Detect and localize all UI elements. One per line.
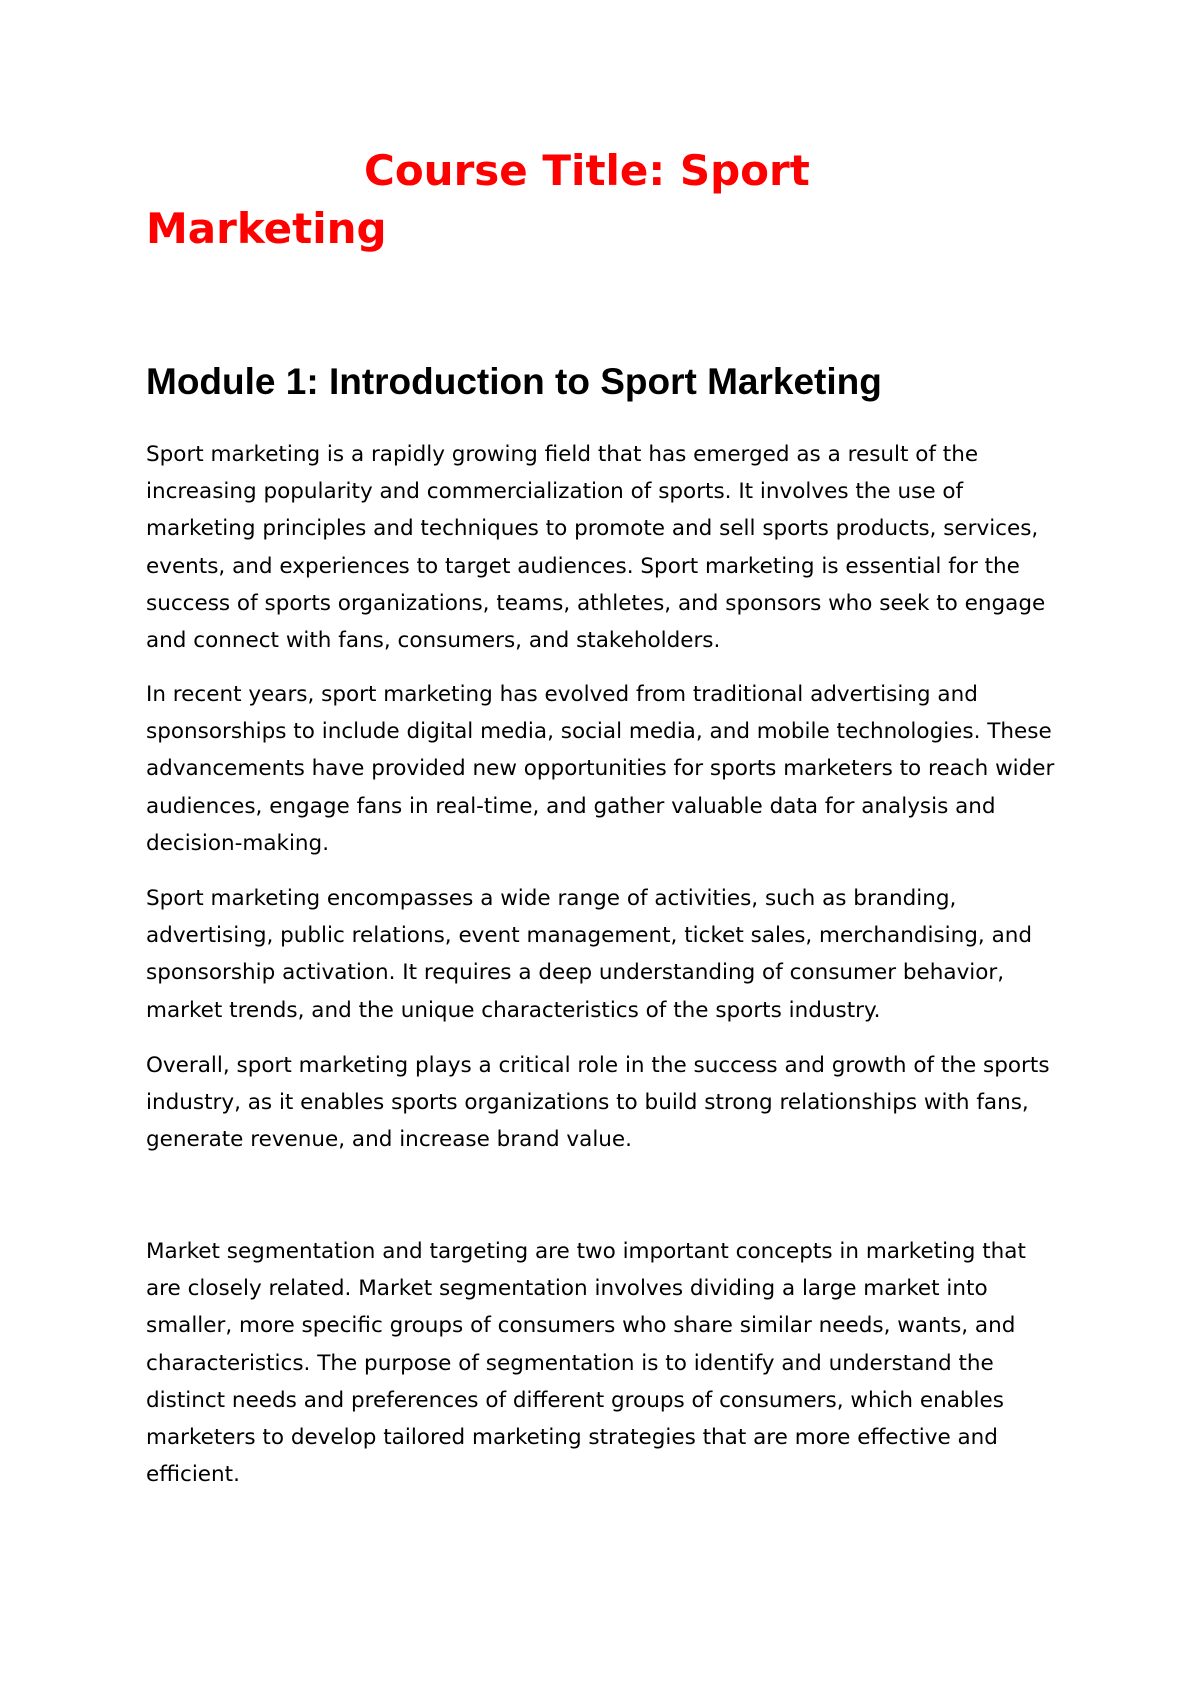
module-heading: Module 1: Introduction to Sport Marketing	[146, 361, 882, 402]
paragraph-segmentation: Market segmentation and targeting are two important concepts in marketing that are closely related. Market segmentation involves dividing a large market into smaller, more specific groups of consumers who share similar needs, wants, and characteristics. The purpose of segmentation is to identify and understand the distinct needs and preferences of different groups of consumers, which enables marketers to develop tailored marketing strategies that are more effective and efficient.	[146, 1239, 1026, 1488]
paragraph-evolution: In recent years, sport marketing has evolved from traditional advertising and sponsorships to include digital media, social media, and mobile technologies. These advancements have provided new opportunities for sports marketers to reach wider audiences, engage fans in real-time, and gather valuable data for analysis and decision-making.	[146, 682, 1055, 856]
paragraph-intro: Sport marketing is a rapidly growing field that has emerged as a result of the increasing popularity and commercialization of sports. It involves the use of marketing principles and techniques to promote and sell sports products, services, events, and experiences to target audiences. Sport marketing is essential for the success of sports organizations, teams, athletes, and sponsors who seek to engage and connect with fans, consumers, and stakeholders.	[146, 442, 1046, 654]
paragraph-activities: Sport marketing encompasses a wide range of activities, such as branding, advertising, public relations, event management, ticket sales, merchandising, and sponsorship activation. It requires a deep understanding of consumer behavior, market trends, and the unique characteristics of the sports industry.	[146, 886, 1033, 1023]
paragraph-overall: Overall, sport marketing plays a critical role in the success and growth of the sports industry, as it enables sports organizations to build strong relationships with fans, generate revenue, and increase brand value.	[146, 1053, 1050, 1153]
course-title: Course Title: Sport Marketing	[146, 146, 810, 253]
